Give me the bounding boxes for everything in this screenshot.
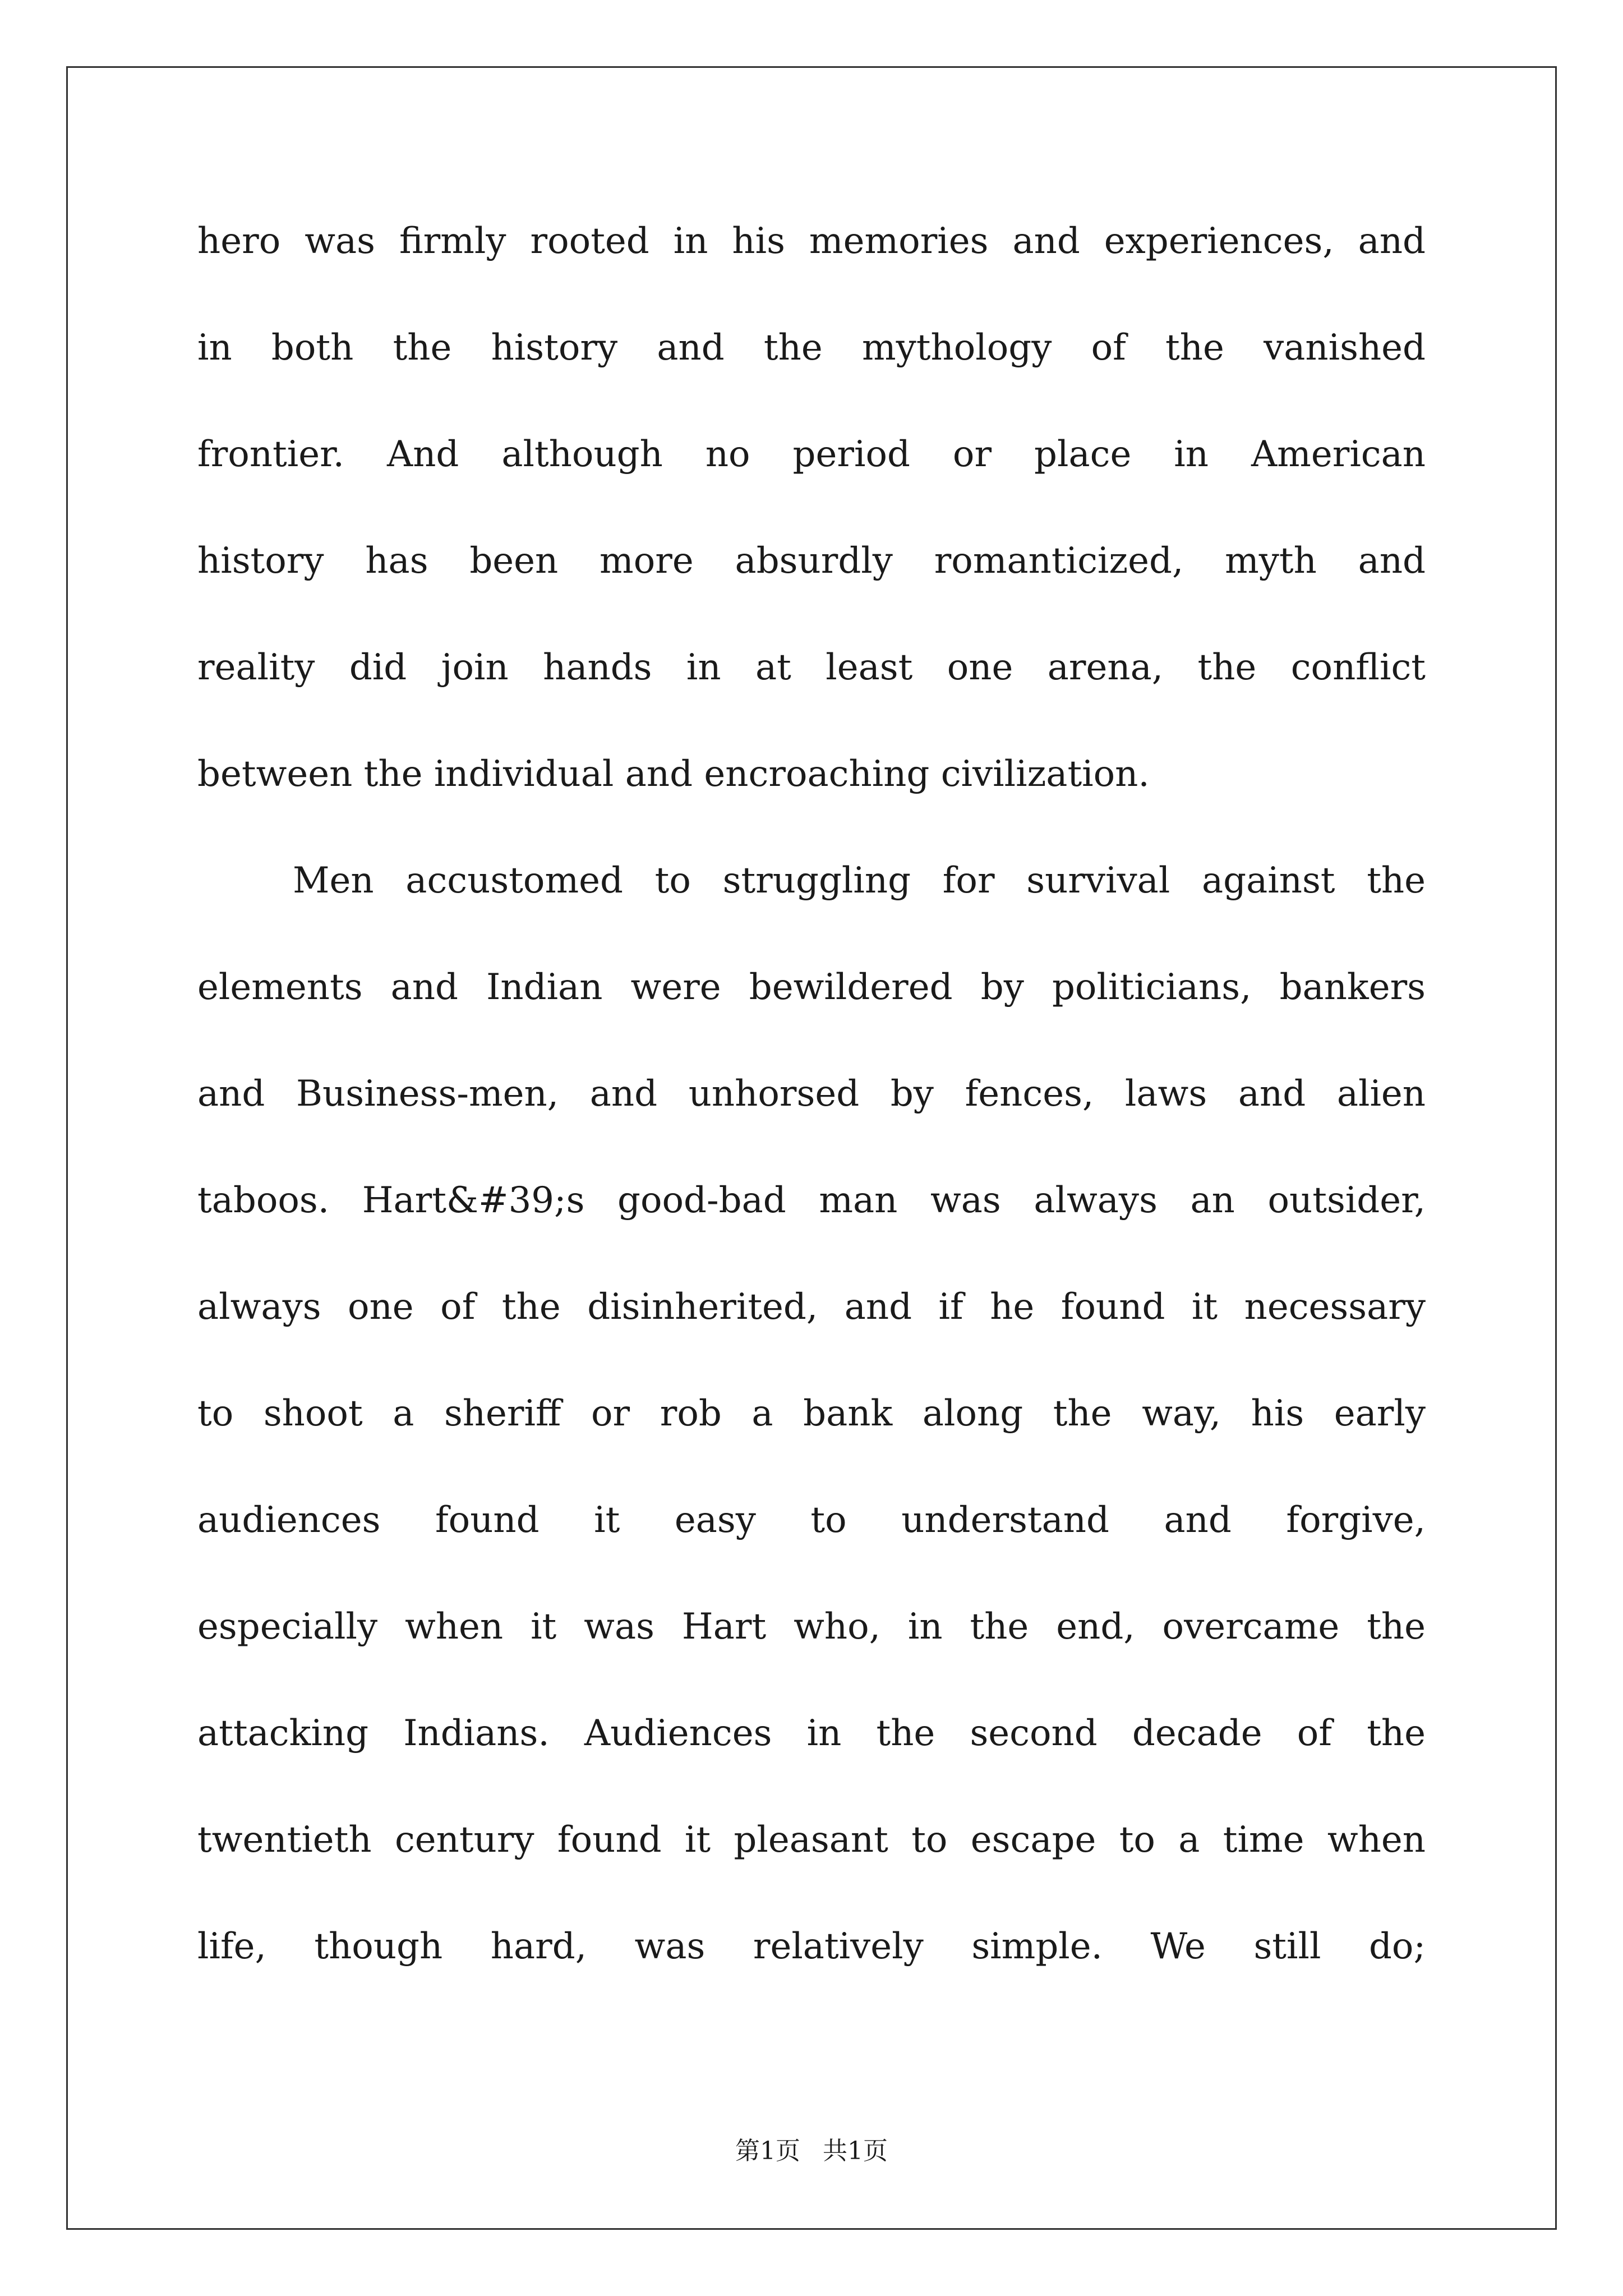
text-line: Men accustomed to struggling for survival against the — [293, 860, 1426, 901]
document-body — [197, 213, 1426, 2025]
text-line: always one of the disinherited, and if he found it necessary — [197, 1286, 1426, 1328]
text-line: attacking Indians. Audiences in the second decade of the — [197, 1713, 1426, 1754]
text-line: and Business-men, and unhorsed by fences, laws and alien — [197, 1073, 1426, 1115]
text-line: elements and Indian were bewildered by politicians, bankers — [197, 967, 1426, 1008]
text-line: especially when it was Hart who, in the end, overcame the — [197, 1606, 1426, 1648]
text-line: between the individual and encroaching civilization. — [197, 753, 1150, 795]
text-line: taboos. Hart&#39;s good-bad man was always an outsider, — [197, 1180, 1426, 1221]
page-number: 第1页 — [735, 2137, 800, 2165]
page-total: 共1页 — [823, 2137, 888, 2165]
text-line: reality did join hands in at least one arena, the conflict — [197, 647, 1426, 688]
text-line: life, though hard, was relatively simple. We still do; — [197, 1926, 1426, 1967]
text-line: hero was firmly rooted in his memories and experiences, and — [197, 220, 1426, 262]
page-footer — [0, 2131, 1623, 2166]
text-line: in both the history and the mythology of the vanished — [197, 327, 1426, 369]
text-line: to shoot a sheriff or rob a bank along the way, his early — [197, 1393, 1426, 1434]
text-line: twentieth century found it pleasant to escape to a time when — [197, 1819, 1426, 1861]
text-line: frontier. And although no period or place in American — [197, 434, 1426, 475]
text-line: history has been more absurdly romanticized, myth and — [197, 540, 1426, 582]
text-line: audiences found it easy to understand and forgive, — [197, 1499, 1426, 1541]
